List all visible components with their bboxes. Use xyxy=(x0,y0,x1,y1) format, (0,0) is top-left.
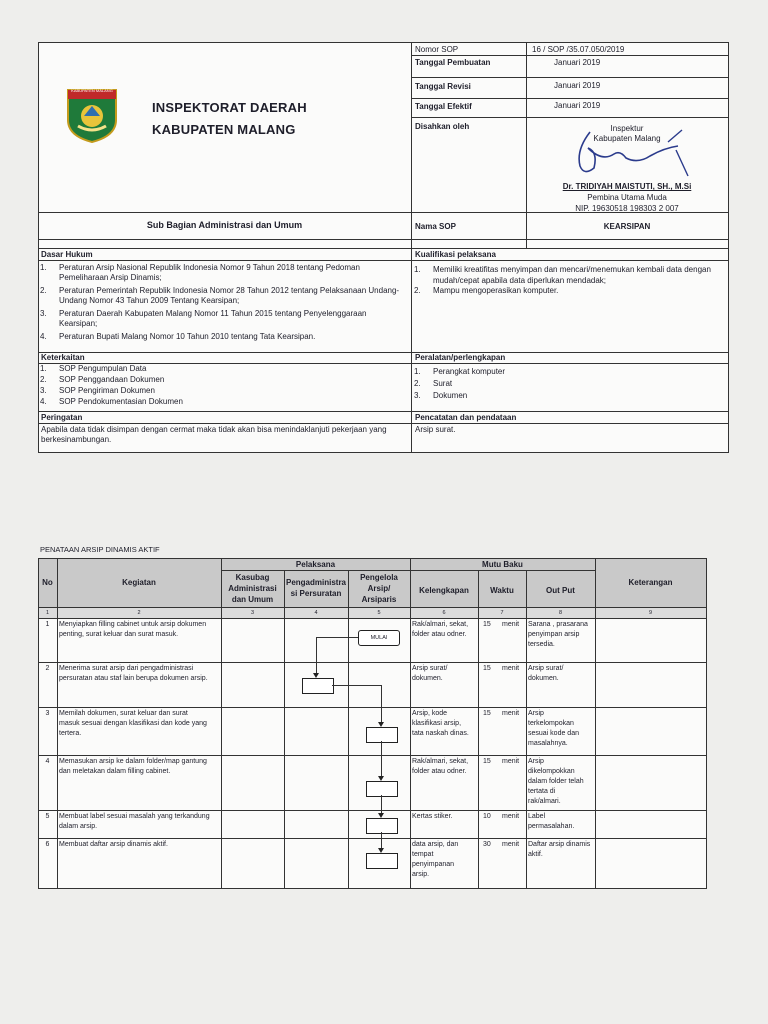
row-kelengkapan xyxy=(412,709,478,739)
hdr-actor2-l2: si Persuratan xyxy=(290,589,342,598)
row-activity xyxy=(59,664,221,684)
hdr-keterangan: Keterangan xyxy=(628,578,673,587)
process-box xyxy=(366,853,398,869)
keterkaitan-item: SOP Pengumpulan Data xyxy=(59,364,147,373)
row-waktu: 15 xyxy=(483,665,491,672)
row-kelengkapan-line: dokumen. xyxy=(412,675,443,682)
grid-line xyxy=(38,810,706,811)
row-kelengkapan-line: Rak/almari, sekat, xyxy=(412,621,469,628)
row-output-line: Arsip surat/ xyxy=(528,665,564,672)
meta-label-efektif: Tanggal Efektif xyxy=(415,102,472,111)
kualifikasi-item: Mampu mengoperasikan komputer. xyxy=(433,286,559,295)
column-number: 6 xyxy=(442,610,446,616)
row-waktu: 30 xyxy=(483,841,491,848)
row-output-line: dalam folder telah xyxy=(528,778,584,785)
hdr-actor3-l3: Arsiparis xyxy=(361,595,397,604)
row-output-line: terkelompokan xyxy=(528,720,574,727)
grid-line xyxy=(38,558,39,888)
dasar-hukum-item: Peraturan Bupati Malang Nomor 10 Tahun 2010 tentang Tata Kearsipan. xyxy=(59,332,316,341)
row-output xyxy=(528,664,595,684)
row-waktu: 15 xyxy=(483,621,491,628)
column-number: 3 xyxy=(250,610,255,616)
row-kelengkapan-line: tempat xyxy=(412,851,434,858)
row-output-line: dokumen. xyxy=(528,675,559,682)
row-activity-line: Membuat daftar arsip dinamis aktif. xyxy=(59,841,168,848)
row-kelengkapan-line: tata naskah dinas. xyxy=(412,730,469,737)
keterkaitan-num: 4. xyxy=(40,397,47,406)
grid-line xyxy=(38,618,706,619)
row-output xyxy=(528,757,595,807)
grid-line xyxy=(38,888,707,889)
keterkaitan-num: 1. xyxy=(40,364,47,373)
row-output-line: penyimpan arsip xyxy=(528,631,580,638)
row-waktu-unit: menit xyxy=(502,758,520,765)
process-box xyxy=(302,678,334,694)
grid-line xyxy=(478,570,479,888)
hdr-actor2-l1: Pengadministra xyxy=(285,578,346,587)
dasar-hukum-num: 3. xyxy=(40,309,47,318)
process-box xyxy=(366,727,398,743)
pencatatan-text: Arsip surat. xyxy=(415,425,456,434)
row-output xyxy=(528,812,595,832)
row-kelengkapan xyxy=(412,812,478,822)
grid-line xyxy=(221,558,222,888)
row-waktu: 10 xyxy=(483,813,491,820)
peringatan-title: Peringatan xyxy=(41,413,83,422)
flow-connector xyxy=(381,741,382,778)
peralatan-title: Peralatan/perlengkapan xyxy=(415,353,506,362)
dasar-hukum-item: Peraturan Daerah Kabupaten Malang Nomor 11 Tahun 2015 tentang Penyelenggaraan xyxy=(59,309,367,318)
row-waktu-unit: menit xyxy=(502,841,520,848)
row-number: 2 xyxy=(45,665,50,672)
dasar-hukum-item: Peraturan Arsip Nasional Republik Indonesia Nomor 9 Tahun 2018 tentang Pedoman xyxy=(59,263,360,272)
peralatan-num: 2. xyxy=(414,379,421,388)
flow-connector xyxy=(316,637,317,675)
hdr-actor1-l3: dan Umum xyxy=(231,595,274,604)
row-activity-line: Memilah dokumen, surat keluar dan surat xyxy=(59,710,188,717)
hdr-actor3-l2: Arsip/ xyxy=(367,584,391,593)
row-kelengkapan xyxy=(412,620,478,640)
peringatan-text-line2: berkesinambungan. xyxy=(41,435,112,444)
column-number: 9 xyxy=(648,610,653,616)
row-activity-line: Membuat label sesuai masalah yang terkandung xyxy=(59,813,210,820)
row-activity-line: persuratan atau staf lain berupa dokumen arsip. xyxy=(59,675,208,682)
row-output xyxy=(528,620,595,650)
row-activity-line: penting, surat keluar dan surat masuk. xyxy=(59,631,179,638)
grid-line xyxy=(38,707,706,708)
grid-line xyxy=(38,607,706,608)
dasar-hukum-num: 4. xyxy=(40,332,47,341)
keterkaitan-item: SOP Pengiriman Dokumen xyxy=(59,386,155,395)
row-activity xyxy=(59,620,221,640)
flow-connector xyxy=(332,685,381,686)
row-activity-line: dan meletakan dalam filling cabinet. xyxy=(59,768,171,775)
grid-line xyxy=(38,838,706,839)
meta-label-revisi: Tanggal Revisi xyxy=(415,82,471,91)
peralatan-item: Dokumen xyxy=(433,391,468,400)
kualifikasi-item-cont: mudah/cepat apabila data diperlukan mendadak; xyxy=(433,276,607,285)
peralatan-num: 3. xyxy=(414,391,421,400)
row-activity xyxy=(59,812,221,832)
column-number: 4 xyxy=(314,610,318,616)
row-activity-line: Memasukan arsip ke dalam folder/map gantung xyxy=(59,758,207,765)
row-output-line: rak/almari. xyxy=(528,798,561,805)
row-output-line: aktif. xyxy=(528,851,543,858)
keterkaitan-num: 3. xyxy=(40,386,47,395)
grid-line xyxy=(595,558,596,888)
keterkaitan-num: 2. xyxy=(40,375,47,384)
row-kelengkapan-line: data arsip, dan xyxy=(412,841,459,848)
flow-title: PENATAAN ARSIP DINAMIS AKTIF xyxy=(40,545,160,554)
peringatan-text-line1: Apabila data tidak disimpan dengan cermat maka tidak akan bisa menindaklanjuti pekerjaan yang xyxy=(41,425,387,434)
hdr-kegiatan: Kegiatan xyxy=(122,578,156,587)
row-kelengkapan-line: arsip. xyxy=(412,871,430,878)
hdr-actor1-l2: Administrasi xyxy=(228,584,277,593)
meta-value-pembuatan: Januari 2019 xyxy=(554,58,601,67)
row-activity-line: dalam arsip. xyxy=(59,823,98,830)
row-output xyxy=(528,709,595,749)
row-output-line: tersedia. xyxy=(528,641,555,648)
grid-line xyxy=(410,558,411,888)
keterkaitan-item: SOP Penggandaan Dokumen xyxy=(59,375,165,384)
row-number: 3 xyxy=(45,710,50,717)
row-kelengkapan xyxy=(412,757,478,777)
column-number: 1 xyxy=(45,610,50,616)
kualifikasi-title: Kualifikasi pelaksana xyxy=(415,250,496,259)
dasar-hukum-item-cont: Undang Nomor 43 Tahun 2009 Tentang Kearsipan; xyxy=(59,296,240,305)
start-label: MULAI xyxy=(370,635,388,641)
row-output-line: sesuai kode dan xyxy=(528,730,579,737)
unit-name: Sub Bagian Administrasi dan Umum xyxy=(146,220,303,230)
row-kelengkapan-line: klasifikasi arsip, xyxy=(412,720,462,727)
flow-connector xyxy=(381,795,382,815)
grid-line xyxy=(526,570,527,888)
meta-value-nomor: 16 / SOP /35.07.050/2019 xyxy=(532,45,625,54)
keterkaitan-title: Keterkaitan xyxy=(41,353,85,362)
row-number: 1 xyxy=(45,621,50,628)
sop-name-label: Nama SOP xyxy=(415,222,456,231)
hdr-mutu-baku: Mutu Baku xyxy=(482,560,523,569)
row-output-line: Daftar arsip dinamis xyxy=(528,841,591,848)
peralatan-item: Perangkat komputer xyxy=(433,367,506,376)
row-output-line: masalahnya. xyxy=(528,740,568,747)
process-box xyxy=(366,781,398,797)
row-waktu-unit: menit xyxy=(502,710,520,717)
approver-nip: NIP. 19630518 198303 2 007 xyxy=(575,204,679,213)
row-number: 5 xyxy=(45,813,50,820)
hdr-output: Out Put xyxy=(546,586,575,595)
keterkaitan-item: SOP Pendokumentasian Dokumen xyxy=(59,397,183,406)
row-activity xyxy=(59,757,221,777)
row-output xyxy=(528,840,595,860)
hdr-waktu: Waktu xyxy=(490,586,514,595)
process-box xyxy=(366,818,398,834)
row-waktu: 15 xyxy=(483,710,491,717)
row-activity-line: tertera. xyxy=(59,730,82,737)
row-waktu-unit: menit xyxy=(502,813,520,820)
row-kelengkapan-line: folder atau odner. xyxy=(412,631,467,638)
row-kelengkapan-line: Rak/almari, sekat, xyxy=(412,758,469,765)
grid-line xyxy=(38,662,706,663)
hdr-pelaksana: Pelaksana xyxy=(295,560,336,569)
grid-line xyxy=(348,570,349,888)
row-kelengkapan-line: folder atau odner. xyxy=(412,768,467,775)
row-kelengkapan xyxy=(412,664,478,684)
row-activity xyxy=(59,840,221,850)
row-activity-line: Menerima surat arsip dari pengadministrasi xyxy=(59,665,194,672)
kabupaten-malang-logo xyxy=(64,86,120,144)
hdr-actor1-l1: Kasubag xyxy=(235,573,270,582)
hdr-actor3-l1: Pengelola xyxy=(360,573,398,582)
row-output-line: Sarana , prasarana xyxy=(528,621,588,628)
row-output-line: dikelompokkan xyxy=(528,768,575,775)
column-number: 2 xyxy=(137,610,141,616)
org-title-line2: KABUPATEN MALANG xyxy=(152,122,296,137)
org-title-line1: INSPEKTORAT DAERAH xyxy=(152,100,307,115)
meta-label-pembuatan: Tanggal Pembuatan xyxy=(415,58,491,67)
hdr-no: No xyxy=(42,578,53,587)
sop-name-value: KEARSIPAN xyxy=(603,222,651,231)
signature-mark xyxy=(568,126,694,182)
row-output-line: tertata di xyxy=(528,788,556,795)
logo-caption: KABUPATEN MALANG xyxy=(71,88,113,93)
dasar-hukum-item-cont: Pemeliharaan Arsip Dinamis; xyxy=(59,273,162,282)
approver-rank: Pembina Utama Muda xyxy=(587,193,667,202)
row-output-line: Label xyxy=(528,813,546,820)
kualifikasi-item: Memiliki kreatifitas menyimpan dan mencari/menemukan kembali data dengan xyxy=(433,265,711,274)
row-kelengkapan xyxy=(412,840,478,880)
meta-label-nomor: Nomor SOP xyxy=(415,45,459,54)
row-waktu-unit: menit xyxy=(502,665,520,672)
row-activity xyxy=(59,709,221,739)
approver-name: Dr. TRIDIYAH MAISTUTI, SH., M.Si xyxy=(562,182,692,191)
peralatan-item: Surat xyxy=(433,379,453,388)
grid-line xyxy=(38,558,707,559)
row-number: 4 xyxy=(45,758,50,765)
dasar-hukum-title: Dasar Hukum xyxy=(41,250,93,259)
grid-line xyxy=(221,570,595,571)
meta-value-efektif: Januari 2019 xyxy=(554,101,601,110)
kualifikasi-num: 2. xyxy=(414,286,421,295)
row-output-line: Arsip xyxy=(528,758,544,765)
meta-value-revisi: Januari 2019 xyxy=(554,81,601,90)
row-activity-line: masuk sesuai dengan klasifikasi dan kode yang xyxy=(59,720,207,727)
dasar-hukum-num: 1. xyxy=(40,263,47,272)
row-waktu-unit: menit xyxy=(502,621,520,628)
dasar-hukum-item: Peraturan Pemerintah Republik Indonesia Nomor 28 Tahun 2012 tentang Pelaksanaan Undang- xyxy=(59,286,400,295)
dasar-hukum-item-cont: Kearsipan; xyxy=(59,319,98,328)
row-kelengkapan-line: Arsip, kode xyxy=(412,710,448,717)
grid-line xyxy=(284,570,285,888)
row-output-line: Arsip xyxy=(528,710,544,717)
column-number: 5 xyxy=(377,610,381,616)
grid-line xyxy=(706,558,707,888)
peralatan-num: 1. xyxy=(414,367,421,376)
meta-label-disahkan: Disahkan oleh xyxy=(415,122,470,131)
approver-place: Kabupaten Malang xyxy=(593,134,661,143)
hdr-kelengkapan: Kelengkapan xyxy=(419,586,469,595)
column-number: 8 xyxy=(558,610,563,616)
row-number: 6 xyxy=(45,841,50,848)
row-waktu: 15 xyxy=(483,758,491,765)
row-kelengkapan-line: Arsip surat/ xyxy=(412,665,448,672)
flow-connector xyxy=(316,637,358,638)
row-kelengkapan-line: Kertas stiker. xyxy=(412,813,453,820)
flow-connector xyxy=(381,685,382,724)
grid-line xyxy=(57,558,58,888)
row-activity-line: Menyiapkan filling cabinet untuk arsip dokumen xyxy=(59,621,207,628)
kualifikasi-num: 1. xyxy=(414,265,421,274)
row-output-line: permasalahan. xyxy=(528,823,575,830)
column-number: 7 xyxy=(500,610,504,616)
approver-title: Inspektur xyxy=(610,124,644,133)
dasar-hukum-num: 2. xyxy=(40,286,47,295)
pencatatan-title: Pencatatan dan pendataan xyxy=(415,413,517,422)
row-kelengkapan-line: penyimpanan xyxy=(412,861,455,868)
grid-line xyxy=(38,755,706,756)
